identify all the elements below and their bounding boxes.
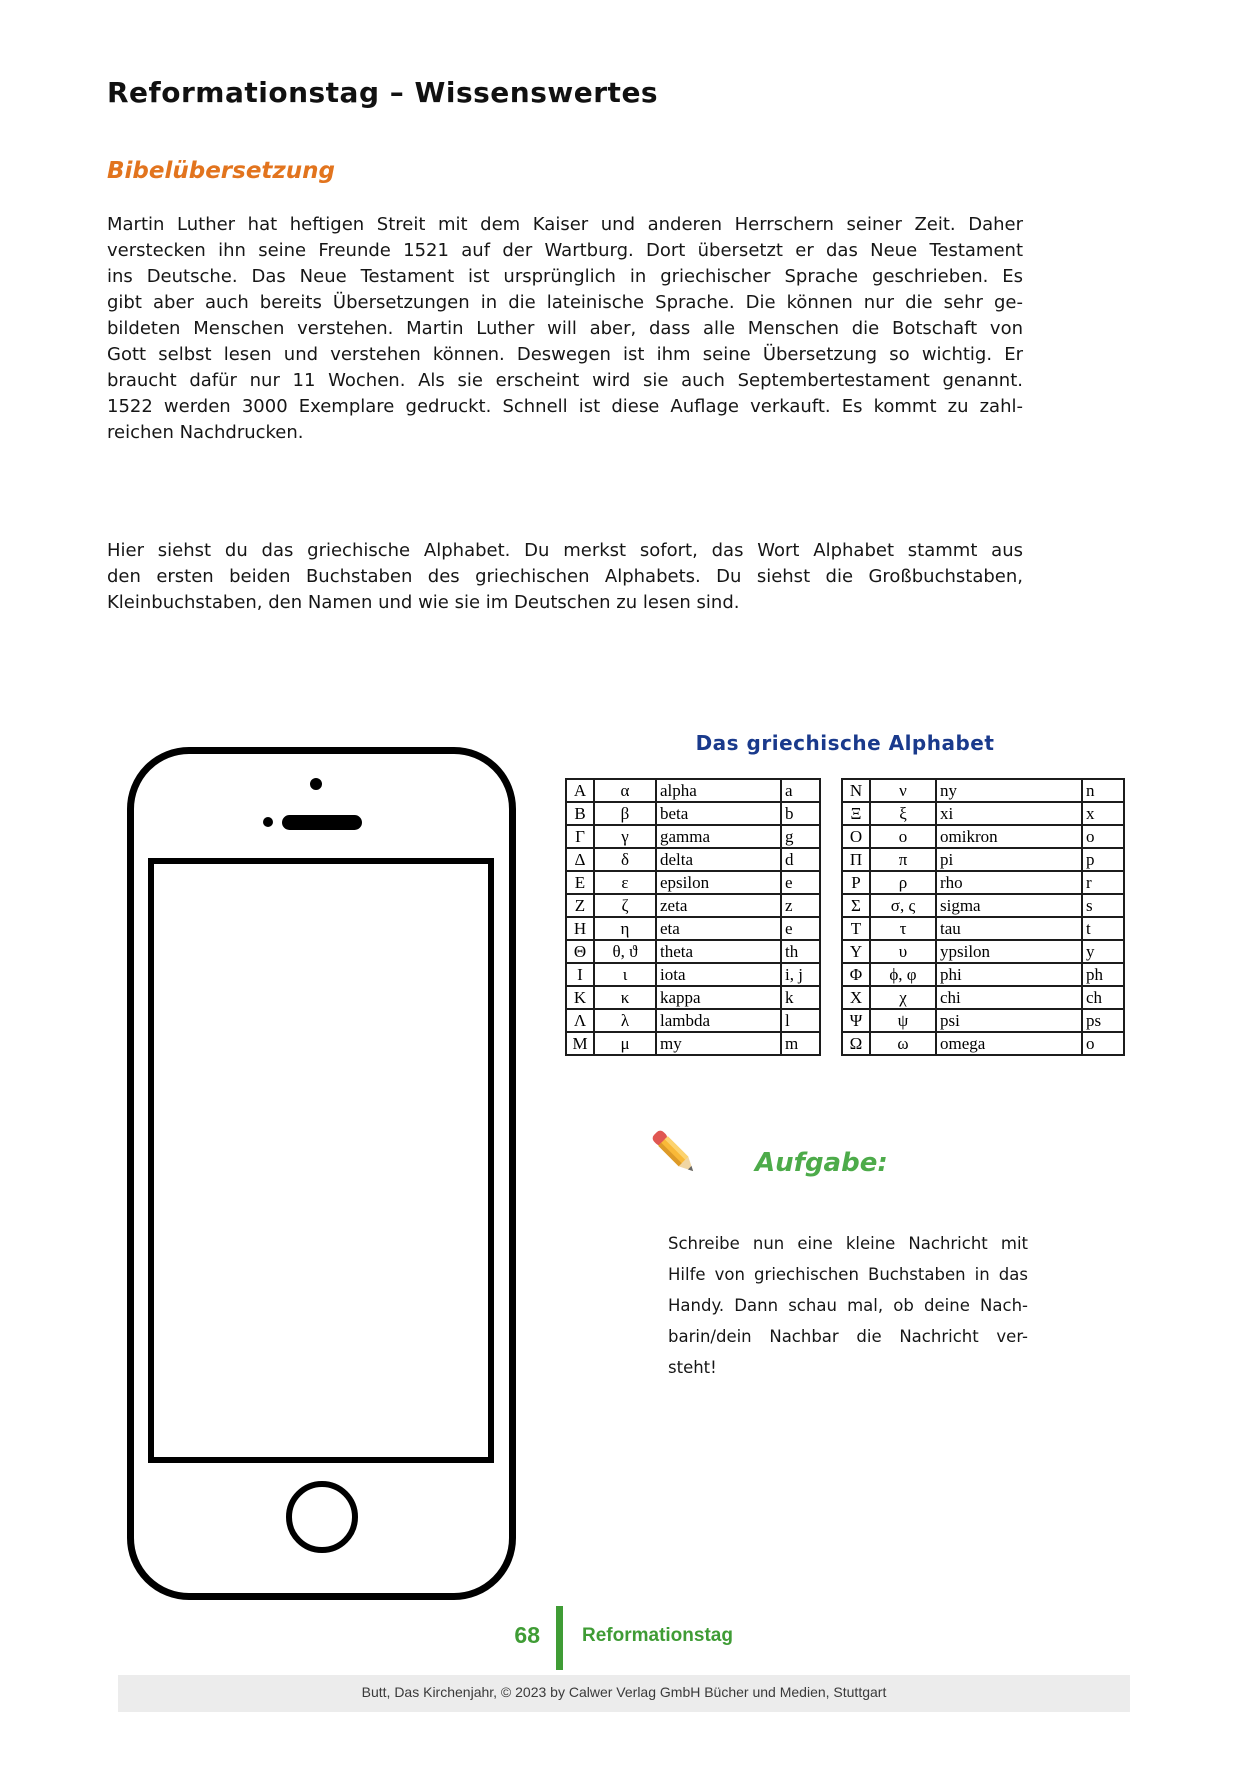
alphabet-cell-reading: l bbox=[781, 1009, 820, 1032]
greek-alphabet-table-left bbox=[565, 778, 821, 1056]
alphabet-cell-lower: ν bbox=[870, 779, 936, 802]
alphabet-row bbox=[842, 940, 1124, 963]
alphabet-cell-lower: ρ bbox=[870, 871, 936, 894]
paragraph-luther bbox=[107, 212, 1023, 446]
alphabet-cell-reading: m bbox=[781, 1032, 820, 1055]
alphabet-cell-name: alpha bbox=[656, 779, 781, 802]
alphabet-row bbox=[842, 963, 1124, 986]
page-number: 68 bbox=[514, 1622, 540, 1648]
phone-home-button-icon bbox=[286, 1481, 358, 1553]
alphabet-cell-name: beta bbox=[656, 802, 781, 825]
alphabet-cell-name: psi bbox=[936, 1009, 1082, 1032]
alphabet-cell-name: my bbox=[656, 1032, 781, 1055]
alphabet-cell-lower: ξ bbox=[870, 802, 936, 825]
alphabet-cell-upper: Σ bbox=[842, 894, 870, 917]
text-line: Martin Luther hat heftigen Streit mit dem Kaiser und anderen Herrschern seiner Zeit. Daher bbox=[107, 214, 1023, 235]
paragraph-alphabet-intro bbox=[107, 538, 1023, 616]
alphabet-cell-reading: p bbox=[1082, 848, 1124, 871]
alphabet-row bbox=[566, 1009, 820, 1032]
alphabet-row bbox=[842, 825, 1124, 848]
alphabet-cell-lower: ε bbox=[594, 871, 656, 894]
page-title: Reformationstag – Wissenswertes bbox=[107, 76, 659, 109]
alphabet-cell-lower: π bbox=[870, 848, 936, 871]
alphabet-cell-reading: th bbox=[781, 940, 820, 963]
alphabet-cell-reading: o bbox=[1082, 1032, 1124, 1055]
alphabet-cell-reading: z bbox=[781, 894, 820, 917]
alphabet-cell-lower: η bbox=[594, 917, 656, 940]
alphabet-row bbox=[566, 779, 820, 802]
alphabet-cell-name: epsilon bbox=[656, 871, 781, 894]
alphabet-cell-reading: s bbox=[1082, 894, 1124, 917]
alphabet-cell-lower: δ bbox=[594, 848, 656, 871]
alphabet-row bbox=[566, 894, 820, 917]
alphabet-cell-lower: θ, ϑ bbox=[594, 940, 656, 963]
alphabet-cell-upper: Λ bbox=[566, 1009, 594, 1032]
alphabet-cell-reading: y bbox=[1082, 940, 1124, 963]
alphabet-cell-upper: Φ bbox=[842, 963, 870, 986]
alphabet-cell-name: omikron bbox=[936, 825, 1082, 848]
alphabet-cell-upper: Ν bbox=[842, 779, 870, 802]
copyright-bar: Butt, Das Kirchenjahr, © 2023 by Calwer Verlag GmbH Bücher und Medien, Stuttgart bbox=[118, 1675, 1130, 1712]
alphabet-cell-name: phi bbox=[936, 963, 1082, 986]
alphabet-cell-name: eta bbox=[656, 917, 781, 940]
alphabet-cell-name: gamma bbox=[656, 825, 781, 848]
alphabet-cell-reading: e bbox=[781, 917, 820, 940]
alphabet-cell-lower: μ bbox=[594, 1032, 656, 1055]
alphabet-row bbox=[566, 825, 820, 848]
alphabet-cell-reading: ps bbox=[1082, 1009, 1124, 1032]
text-line: Hier siehst du das griechische Alphabet. Du merkst sofort, das Wort Alphabet stammt aus bbox=[107, 540, 1023, 561]
alphabet-cell-lower: ο bbox=[870, 825, 936, 848]
alphabet-cell-name: sigma bbox=[936, 894, 1082, 917]
phone-camera-icon bbox=[310, 778, 322, 790]
alphabet-cell-reading: x bbox=[1082, 802, 1124, 825]
alphabet-cell-lower: β bbox=[594, 802, 656, 825]
alphabet-row bbox=[566, 1032, 820, 1055]
alphabet-cell-upper: Μ bbox=[566, 1032, 594, 1055]
alphabet-cell-upper: Α bbox=[566, 779, 594, 802]
pencil-icon bbox=[645, 1122, 707, 1190]
alphabet-row bbox=[566, 802, 820, 825]
alphabet-cell-lower: α bbox=[594, 779, 656, 802]
text-line: Handy. Dann schau mal, ob deine Nach- bbox=[668, 1296, 1028, 1315]
alphabet-cell-name: chi bbox=[936, 986, 1082, 1009]
alphabet-row bbox=[566, 848, 820, 871]
alphabet-cell-upper: Η bbox=[566, 917, 594, 940]
alphabet-cell-reading: t bbox=[1082, 917, 1124, 940]
footer-section-label: Reformationstag bbox=[582, 1625, 733, 1646]
text-line: braucht dafür nur 11 Wochen. Als sie erscheint wird sie auch Septembertestament genannt. bbox=[107, 370, 1023, 391]
alphabet-row bbox=[842, 779, 1124, 802]
alphabet-row bbox=[566, 963, 820, 986]
text-line: 1522 werden 3000 Exemplare gedruckt. Schnell ist diese Auflage verkauft. Es kommt zu zahl- bbox=[107, 396, 1023, 417]
alphabet-heading: Das griechische Alphabet bbox=[695, 731, 995, 755]
alphabet-cell-name: pi bbox=[936, 848, 1082, 871]
alphabet-cell-name: lambda bbox=[656, 1009, 781, 1032]
alphabet-cell-reading: ph bbox=[1082, 963, 1124, 986]
alphabet-cell-reading: d bbox=[781, 848, 820, 871]
text-line: ins Deutsche. Das Neue Testament ist ursprünglich in griechischer Sprache geschrieben. Es bbox=[107, 266, 1023, 287]
alphabet-cell-name: delta bbox=[656, 848, 781, 871]
alphabet-cell-lower: ω bbox=[870, 1032, 936, 1055]
alphabet-row bbox=[566, 940, 820, 963]
alphabet-cell-upper: Ρ bbox=[842, 871, 870, 894]
alphabet-cell-upper: Ι bbox=[566, 963, 594, 986]
alphabet-cell-lower: σ, ς bbox=[870, 894, 936, 917]
alphabet-cell-lower: ι bbox=[594, 963, 656, 986]
alphabet-cell-reading: e bbox=[781, 871, 820, 894]
alphabet-cell-upper: Π bbox=[842, 848, 870, 871]
alphabet-cell-name: zeta bbox=[656, 894, 781, 917]
greek-alphabet-table-right bbox=[841, 778, 1125, 1056]
alphabet-cell-upper: Θ bbox=[566, 940, 594, 963]
alphabet-row bbox=[842, 871, 1124, 894]
alphabet-cell-reading: g bbox=[781, 825, 820, 848]
alphabet-cell-reading: n bbox=[1082, 779, 1124, 802]
text-line: steht! bbox=[668, 1358, 717, 1377]
alphabet-row bbox=[842, 894, 1124, 917]
task-heading: Aufgabe: bbox=[755, 1148, 888, 1178]
alphabet-cell-lower: ϕ, φ bbox=[870, 963, 936, 986]
alphabet-cell-upper: Ξ bbox=[842, 802, 870, 825]
text-line: gibt aber auch bereits Übersetzungen in die lateinische Sprache. Die können nur die sehr ge- bbox=[107, 292, 1023, 313]
alphabet-cell-reading: r bbox=[1082, 871, 1124, 894]
alphabet-cell-name: ypsilon bbox=[936, 940, 1082, 963]
alphabet-cell-reading: i, j bbox=[781, 963, 820, 986]
alphabet-row bbox=[842, 1009, 1124, 1032]
alphabet-row bbox=[566, 871, 820, 894]
alphabet-cell-upper: Ω bbox=[842, 1032, 870, 1055]
alphabet-row bbox=[842, 917, 1124, 940]
text-line: bildeten Menschen verstehen. Martin Luther will aber, dass alle Menschen die Botschaft von bbox=[107, 318, 1023, 339]
alphabet-cell-name: kappa bbox=[656, 986, 781, 1009]
alphabet-row bbox=[842, 1032, 1124, 1055]
alphabet-cell-reading: o bbox=[1082, 825, 1124, 848]
alphabet-cell-upper: Β bbox=[566, 802, 594, 825]
alphabet-cell-upper: Δ bbox=[566, 848, 594, 871]
text-line: verstecken ihn seine Freunde 1521 auf der Wartburg. Dort übersetzt er das Neue Testament bbox=[107, 240, 1023, 261]
alphabet-cell-name: rho bbox=[936, 871, 1082, 894]
text-line: reichen Nachdrucken. bbox=[107, 422, 304, 443]
phone-speaker-icon bbox=[282, 815, 362, 830]
alphabet-cell-lower: γ bbox=[594, 825, 656, 848]
alphabet-cell-reading: ch bbox=[1082, 986, 1124, 1009]
alphabet-row bbox=[842, 986, 1124, 1009]
text-line: Hilfe von griechischen Buchstaben in das bbox=[668, 1265, 1028, 1284]
footer-divider bbox=[556, 1606, 563, 1670]
phone-sensor-dot-icon bbox=[263, 817, 273, 827]
alphabet-cell-name: ny bbox=[936, 779, 1082, 802]
alphabet-cell-upper: Κ bbox=[566, 986, 594, 1009]
alphabet-cell-upper: Ε bbox=[566, 871, 594, 894]
task-text bbox=[668, 1228, 1028, 1383]
alphabet-cell-upper: Χ bbox=[842, 986, 870, 1009]
smartphone-drawing bbox=[127, 747, 516, 1600]
text-line: den ersten beiden Buchstaben des griechischen Alphabets. Du siehst die Großbuchstaben, bbox=[107, 566, 1023, 587]
alphabet-row bbox=[842, 802, 1124, 825]
alphabet-cell-upper: Υ bbox=[842, 940, 870, 963]
alphabet-cell-name: theta bbox=[656, 940, 781, 963]
text-line: Schreibe nun eine kleine Nachricht mit bbox=[668, 1234, 1028, 1253]
alphabet-cell-name: iota bbox=[656, 963, 781, 986]
alphabet-cell-name: omega bbox=[936, 1032, 1082, 1055]
alphabet-cell-lower: ψ bbox=[870, 1009, 936, 1032]
alphabet-cell-upper: Τ bbox=[842, 917, 870, 940]
alphabet-cell-name: tau bbox=[936, 917, 1082, 940]
section-subtitle: Bibelübersetzung bbox=[107, 158, 336, 184]
alphabet-cell-lower: τ bbox=[870, 917, 936, 940]
alphabet-cell-reading: a bbox=[781, 779, 820, 802]
alphabet-cell-upper: Ο bbox=[842, 825, 870, 848]
alphabet-row bbox=[566, 917, 820, 940]
alphabet-cell-reading: b bbox=[781, 802, 820, 825]
page-footer bbox=[0, 1604, 1250, 1672]
alphabet-cell-upper: Γ bbox=[566, 825, 594, 848]
text-line: Kleinbuchstaben, den Namen und wie sie im Deutschen zu lesen sind. bbox=[107, 592, 740, 613]
text-line: barin/dein Nachbar die Nachricht ver- bbox=[668, 1327, 1028, 1346]
alphabet-cell-lower: ζ bbox=[594, 894, 656, 917]
alphabet-cell-name: xi bbox=[936, 802, 1082, 825]
alphabet-cell-upper: Ζ bbox=[566, 894, 594, 917]
alphabet-row bbox=[566, 986, 820, 1009]
alphabet-cell-upper: Ψ bbox=[842, 1009, 870, 1032]
text-line: Gott selbst lesen und verstehen können. Deswegen ist ihm seine Übersetzung so wichtig. Er bbox=[107, 344, 1023, 365]
alphabet-cell-lower: κ bbox=[594, 986, 656, 1009]
alphabet-cell-reading: k bbox=[781, 986, 820, 1009]
alphabet-cell-lower: υ bbox=[870, 940, 936, 963]
phone-screen bbox=[148, 858, 494, 1463]
alphabet-row bbox=[842, 848, 1124, 871]
alphabet-cell-lower: χ bbox=[870, 986, 936, 1009]
alphabet-cell-lower: λ bbox=[594, 1009, 656, 1032]
